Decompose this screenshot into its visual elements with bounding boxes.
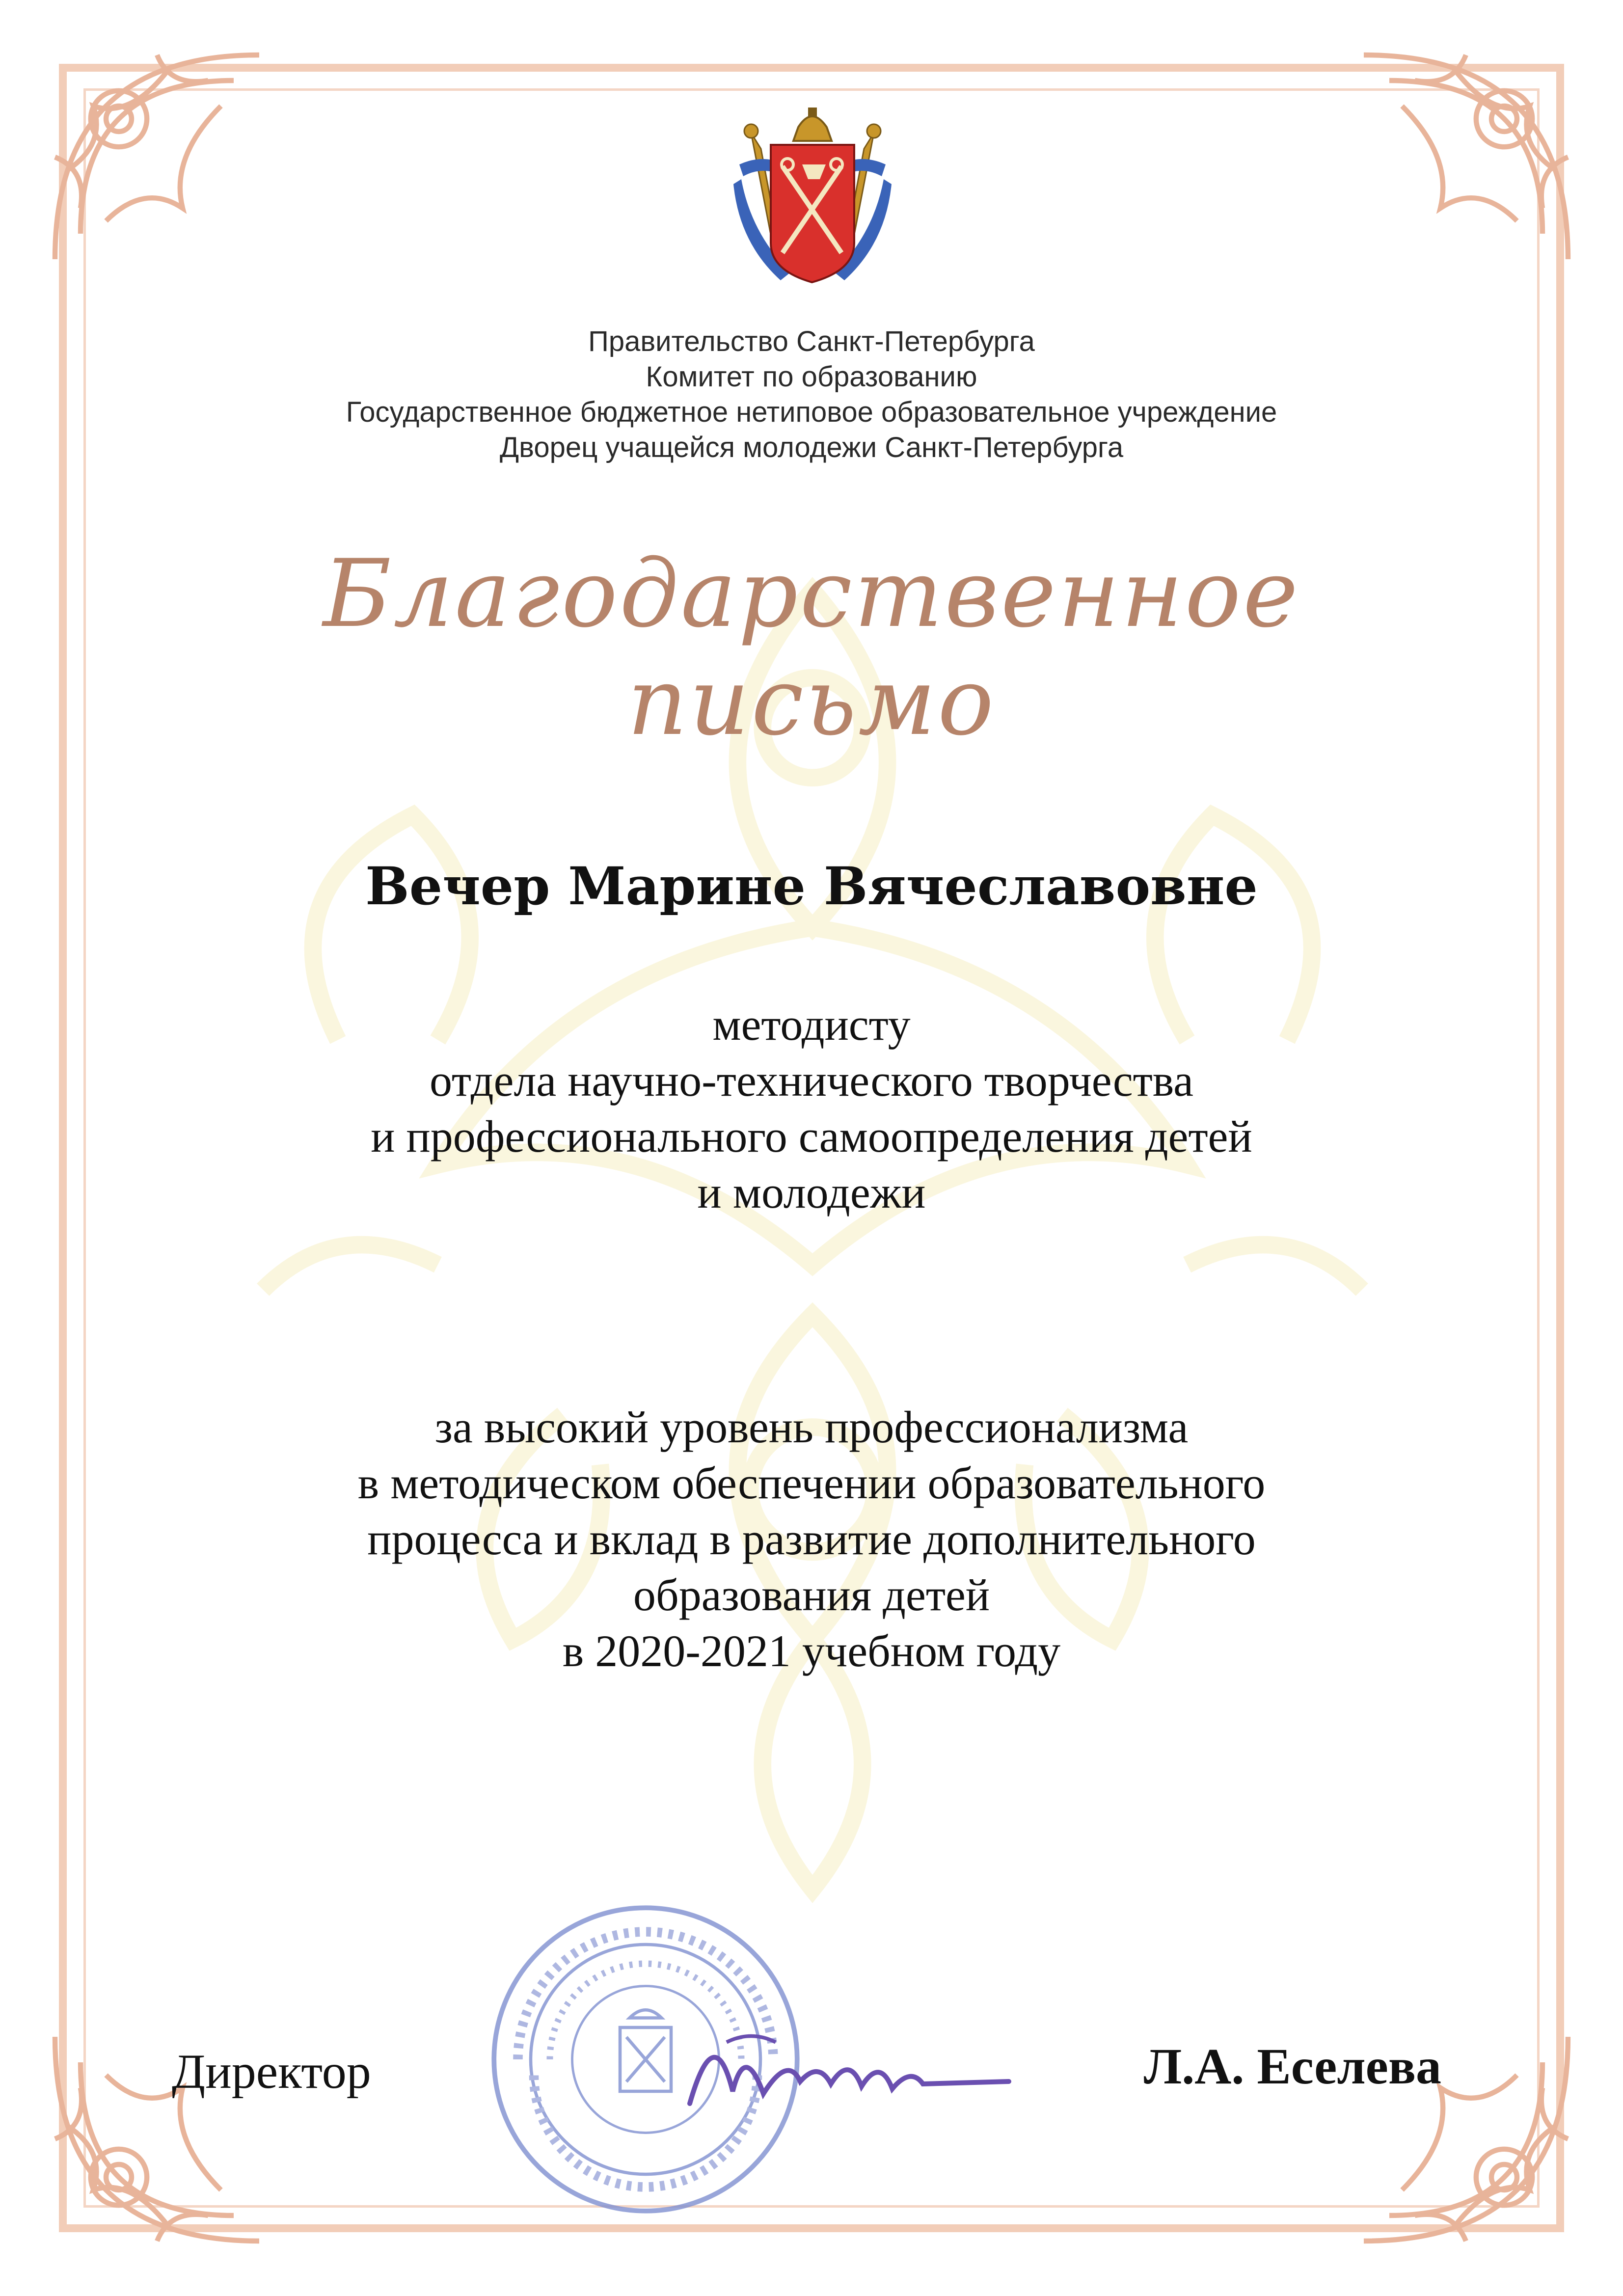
position-line: и профессионального самоопределения детей	[371, 1111, 1252, 1162]
corner-ornament-top-right	[1338, 29, 1594, 285]
issuer-header	[147, 324, 1476, 465]
corner-ornament-top-left	[29, 29, 285, 285]
header-line-government: Правительство Санкт-Петербурга	[588, 325, 1035, 357]
position-line: и молодежи	[697, 1167, 926, 1217]
reason-line: процесса и вклад в развитие дополнительного	[367, 1514, 1256, 1564]
document-title: Благодарственное письмо	[323, 540, 1300, 756]
reason-line: в 2020-2021 учебном году	[562, 1626, 1061, 1676]
header-line-institution-name: Дворец учащейся молодежи Санкт-Петербурга	[499, 432, 1124, 463]
handwritten-signature	[677, 2003, 1021, 2131]
signatory-name: Л.А. Еселева	[1143, 2038, 1441, 2095]
reason-line: в методическом обеспечении образовательного	[357, 1458, 1266, 1508]
reason-line: образования детей	[633, 1570, 990, 1620]
recipient-name: Вечер Марине Вячеславовне	[365, 855, 1258, 917]
recipient-position	[147, 997, 1476, 1220]
position-line: методисту	[712, 999, 911, 1050]
signatory-role: Директор	[172, 2044, 371, 2099]
reason-line: за высокий уровень профессионализма	[434, 1402, 1189, 1452]
header-line-institution-type: Государственное бюджетное нетиповое образовательное учреждение	[346, 396, 1277, 428]
header-line-committee: Комитет по образованию	[646, 361, 977, 393]
coat-of-arms-emblem	[731, 106, 893, 297]
position-line: отдела научно-технического творчества	[430, 1055, 1193, 1106]
award-reason	[147, 1399, 1476, 1679]
